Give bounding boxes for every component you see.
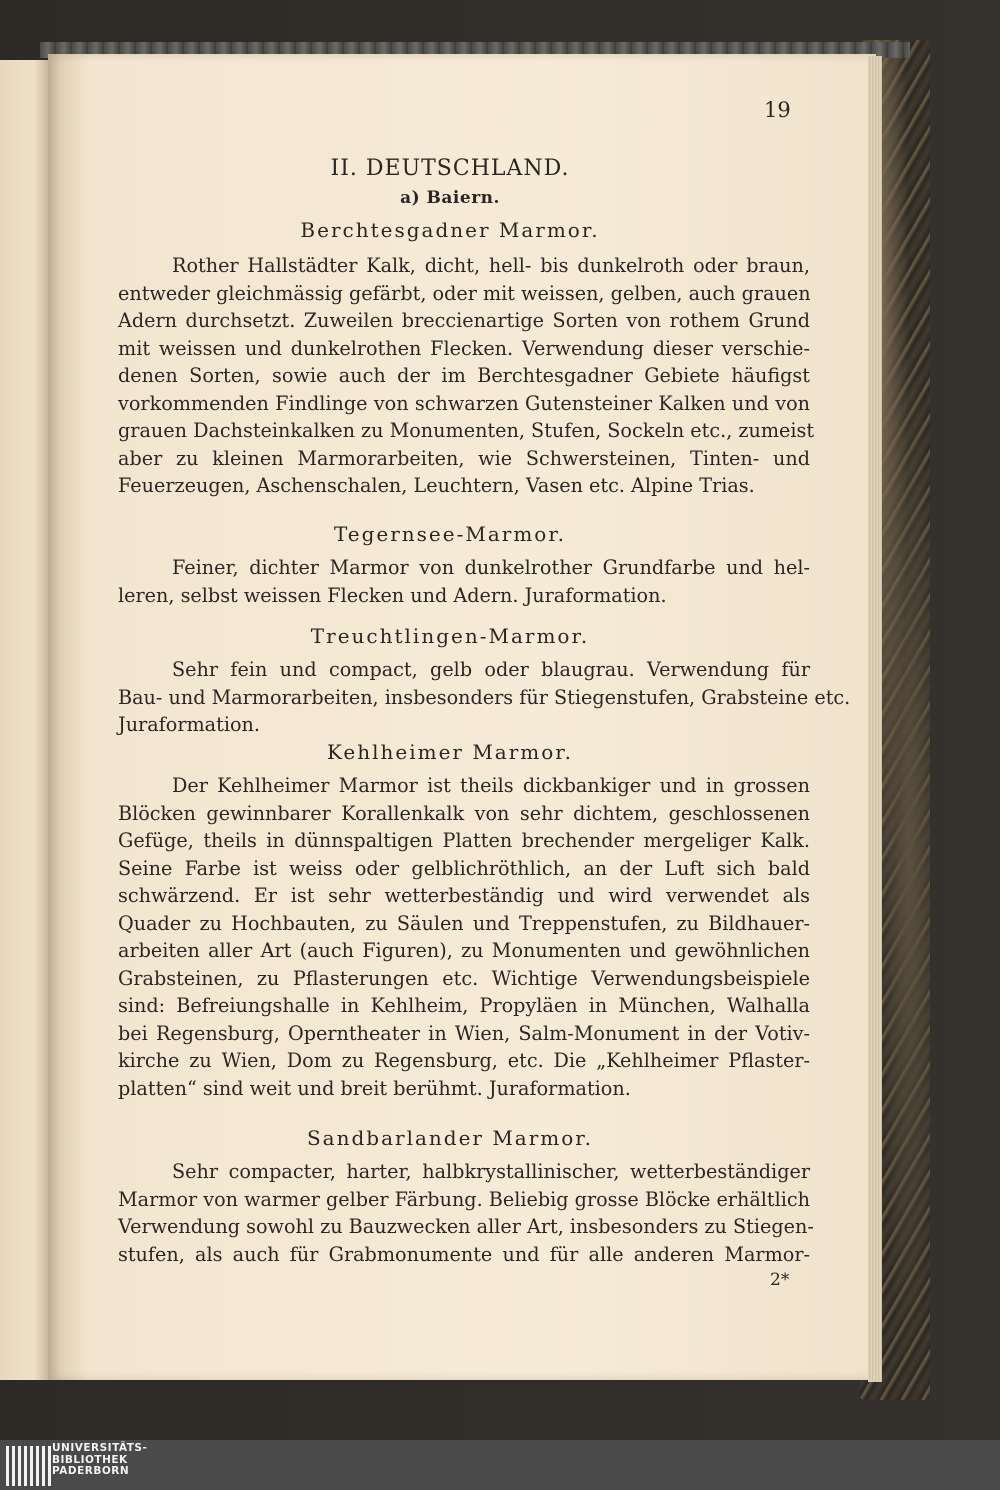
library-footer [0,1440,1000,1490]
page-stack-edges [868,56,882,1382]
text-line: vorkommenden Findlinge von schwarzen Gutensteiner Kalken und von [118,391,810,415]
left-page-edge [0,60,48,1380]
text-line: Bau- und Marmorarbeiten, insbesonders für Stiegenstufen, Grabsteine etc. [118,685,851,709]
signature-mark: 2* [770,1270,790,1290]
section-paragraph [118,1158,814,1268]
text-line: grauen Dachsteinkalken zu Monumenten, Stufen, Sockeln etc., zumeist [118,419,815,442]
text-line: kirche zu Wien, Dom zu Regensburg, etc. Die „Kehlheimer Pflaster- [118,1049,810,1072]
text-line: Sehr fein und compact, gelb oder blaugrau. Verwendung für [172,658,810,681]
text-line: entweder gleichmässig gefärbt, oder mit weissen, gelben, auch grauen [118,281,811,305]
text-line: arbeiten aller Art (auch Figuren), zu Monumenten und gewöhnlichen [118,939,810,962]
section-heading: Berchtesgadner Marmor. [300,218,600,242]
region-title: a) Baiern. [400,188,500,208]
text-line: Adern durchsetzt. Zuweilen breccienartige Sorten von rothem Grund [118,309,810,332]
text-line: schwärzend. Er ist sehr wetterbeständig und wird verwendet als [118,884,810,907]
section-heading: Sandbarlander Marmor. [306,1126,594,1150]
text-line: Grabsteinen, zu Pflasterungen etc. Wichtige Verwendungsbeispiele [118,966,810,990]
section-heading: Tegernsee-Marmor. [333,522,567,546]
text-line: Rother Hallstädter Kalk, dicht, hell- bis dunkelroth oder braun, [172,254,810,277]
text-line: sind: Befreiungshalle in Kehlheim, Propyläen in München, Walhalla [118,994,810,1017]
chapter-title: II. DEUTSCHLAND. [330,156,570,181]
page-number: 19 [764,98,791,122]
section-heading: Treuchtlingen-Marmor. [310,624,590,648]
text-line: Blöcken gewinnbarer Korallenkalk von sehr dichtem, geschlossenen [118,801,810,825]
text-line: Der Kehlheimer Marmor ist theils dickbankiger und in grossen [172,774,810,797]
section-paragraph [118,656,851,739]
section-heading: Kehlheimer Marmor. [326,740,574,764]
text-line: Quader zu Hochbauten, zu Säulen und Treppenstufen, zu Bildhauer- [118,911,810,935]
section-paragraph [118,772,810,1102]
text-line: Feuerzeugen, Aschenschalen, Leuchtern, Vasen etc. Alpine Trias. [118,474,755,497]
section-paragraph [118,252,815,500]
text-line: stufen, als auch für Grabmonumente und für alle anderen Marmor- [118,1242,810,1266]
library-logo-line: PADERBORN [52,1465,130,1477]
text-line: Marmor von warmer gelber Färbung. Beliebig grosse Blöcke erhältlich [118,1187,810,1211]
text-line: Feiner, dichter Marmor von dunkelrother Grundfarbe und hel- [172,556,810,579]
library-logo-text [52,1443,147,1478]
library-logo-icon [6,1446,51,1486]
text-line: Verwendung sowohl zu Bauzwecken aller Art, insbesonders zu Stiegen- [118,1215,814,1238]
section-paragraph [118,554,810,609]
text-line: Juraformation. [118,713,260,736]
text-line: Sehr compacter, harter, halbkrystallinischer, wetterbeständiger [172,1160,810,1183]
text-line: mit weissen und dunkelrothen Flecken. Verwendung dieser verschie- [118,336,810,360]
text-line: denen Sorten, sowie auch der im Berchtesgadner Gebiete häufigst [118,364,810,387]
text-line: Seine Farbe ist weiss oder gelblichröthlich, an der Luft sich bald [118,856,810,880]
text-line: aber zu kleinen Marmorarbeiten, wie Schwersteinen, Tinten- und [118,446,810,470]
text-line: bei Regensburg, Operntheater in Wien, Salm-Monument in der Votiv- [118,1021,810,1045]
library-logo-line: UNIVERSITÄTS- [52,1442,148,1454]
text-line: platten“ sind weit und breit berühmt. Juraformation. [118,1076,631,1100]
library-logo-line: BIBLIOTHEK [52,1453,128,1466]
text-line: Gefüge, theils in dünnspaltigen Platten brechender mergeliger Kalk. [118,829,810,852]
text-line: leren, selbst weissen Flecken und Adern. Juraformation. [118,583,667,607]
